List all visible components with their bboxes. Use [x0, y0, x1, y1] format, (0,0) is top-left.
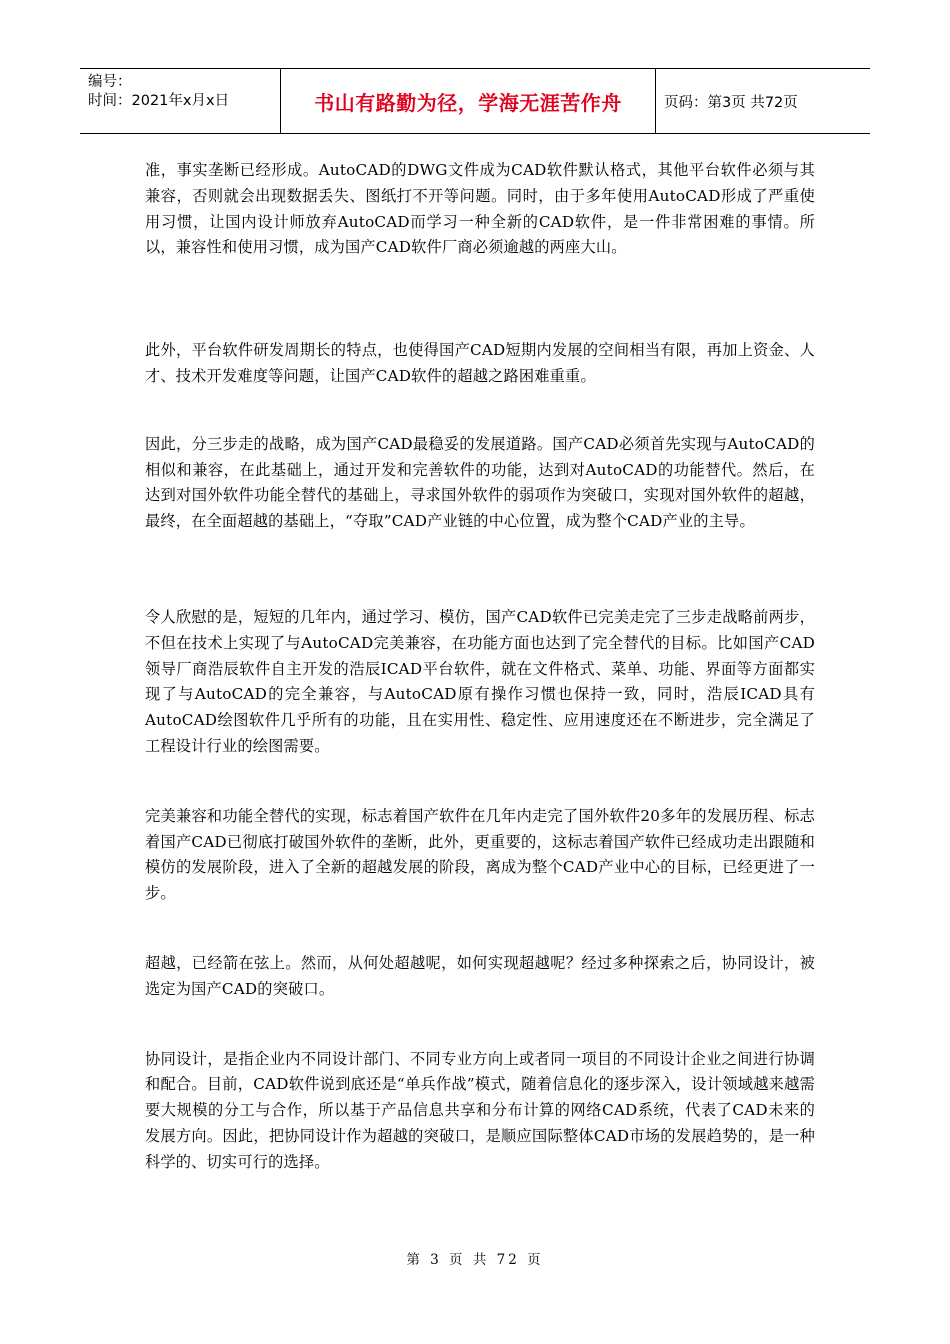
paragraph-6: 超越，已经箭在弦上。然而，从何处超越呢，如何实现超越呢？经过多种探索之后，协同设计，被选定为国产CAD的突破口。 — [145, 953, 815, 998]
document-number-label: 编号： — [88, 74, 132, 90]
page-footer: 第 3 页 共 72 页 — [406, 1252, 544, 1268]
document-body — [145, 158, 815, 1176]
paragraph-7: 协同设计，是指企业内不同设计部门、不同专业方向上或者同一项目的不同设计企业之间进行协调和配合。目前，CAD软件说到底还是“单兵作战”模式，随着信息化的逐步深入，设计领域越来越需要大规模的分工与合作，所以基于产品信息共享和分布计算的网络CAD系统，代表了CAD未来的发展方向。因此，把协同设计作为超越的突破口，是顺应国际整体CAD市场的发展趋势的，是一种科学的、切实可行的选择。 — [145, 1049, 815, 1171]
paragraph-2: 此外，平台软件研发周期长的特点，也使得国产CAD短期内发展的空间相当有限，再加上资金、人才、技术开发难度等问题，让国产CAD软件的超越之路困难重重。 — [145, 341, 815, 385]
header-meta-cell — [80, 69, 281, 133]
paragraph-3: 因此，分三步走的战略，成为国产CAD最稳妥的发展道路。国产CAD必须首先实现与AutoCAD的相似和兼容，在此基础上，通过开发和完善软件的功能，达到对AutoCAD的功能替代。然后，在达到对国外软件功能全替代的基础上，寻求国外软件的弱项作为突破口，实现对国外软件的超越，最终，在全面超越的基础上，“夺取”CAD产业链的中心位置，成为整个CAD产业的主导。 — [145, 434, 815, 531]
paragraph-5: 完美兼容和功能全替代的实现，标志着国产软件在几年内走完了国外软件20多年的发展历程、标志着国产CAD已彻底打破国外软件的垄断，此外，更重要的，这标志着国产软件已经成功走出跟随和模仿的发展阶段，进入了全新的超越发展的阶段，离成为整个CAD产业中心的目标，已经更进了一步。 — [145, 806, 815, 903]
header-page-number: 页码：第3页 共72页 — [664, 94, 798, 111]
header-motto: 书山有路勤为径，学海无涯苦作舟 — [281, 69, 656, 133]
document-time-label: 时间：2021年x月x日 — [88, 93, 230, 109]
paragraph-4: 令人欣慰的是，短短的几年内，通过学习、模仿，国产CAD软件已完美走完了三步走战略前两步，不但在技术上实现了与AutoCAD完美兼容，在功能方面也达到了完全替代的目标。比如国产CAD领导厂商浩辰软件自主开发的浩辰ICAD平台软件，就在文件格式、菜单、功能、界面等方面都实现了与AutoCAD的完全兼容，与AutoCAD原有操作习惯也保持一致，同时，浩辰ICAD具有AutoCAD绘图软件几乎所有的功能，且在实用性、稳定性、应用速度还在不断进步，完全满足了工程设计行业的绘图需要。 — [145, 607, 815, 755]
page-header — [80, 68, 870, 134]
paragraph-1: 准，事实垄断已经形成。AutoCAD的DWG文件成为CAD软件默认格式，其他平台软件必须与其兼容，否则就会出现数据丢失、图纸打不开等问题。同时，由于多年使用AutoCAD形成了严重使用习惯，让国内设计师放弃AutoCAD而学习一种全新的CAD软件，是一件非常困难的事情。所以，兼容性和使用习惯，成为国产CAD软件厂商必须逾越的两座大山。 — [145, 161, 815, 257]
